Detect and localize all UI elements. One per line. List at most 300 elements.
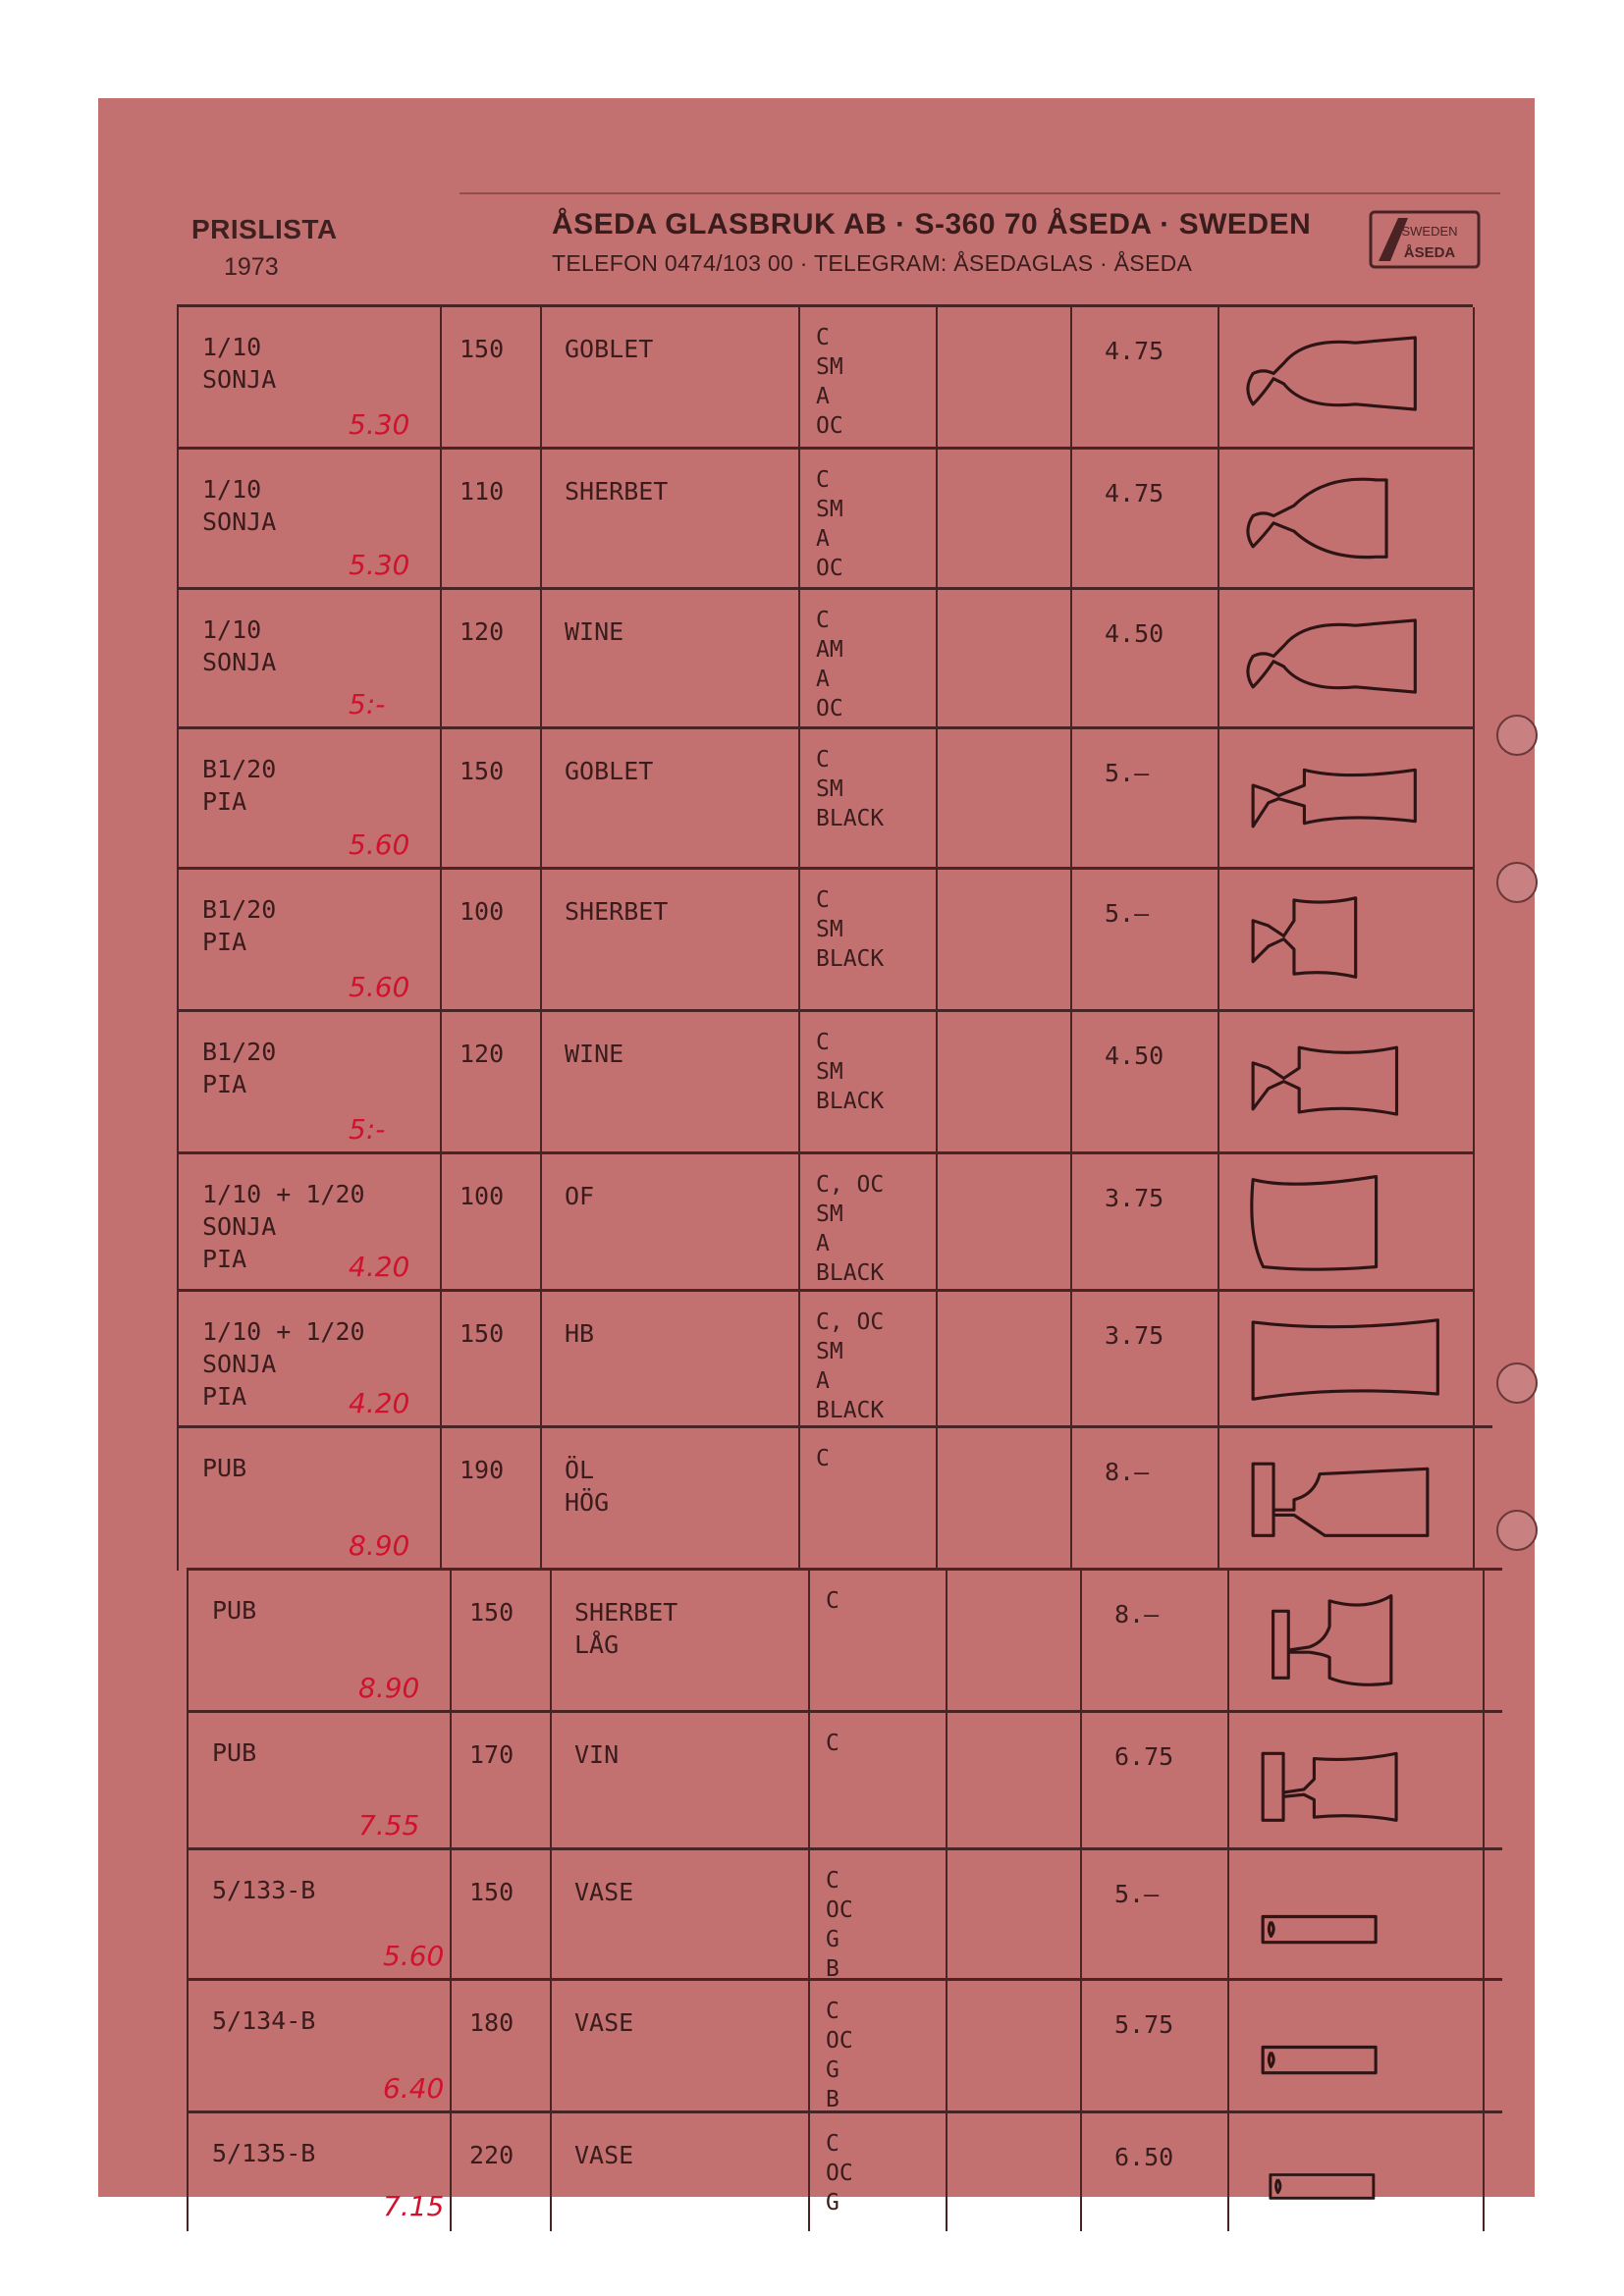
unit-price: 8.— [1114,1600,1160,1629]
document-year: 1973 [224,253,279,281]
product-name-line: HB [565,1319,595,1348]
column-divider [540,307,542,450]
product-name-line: SHERBET [574,1598,678,1627]
column-divider [1218,307,1219,450]
capacity-value: 100 [460,1182,505,1210]
column-divider [946,1571,947,1713]
column-divider [1080,2113,1082,2231]
column-divider [936,1428,938,1571]
column-divider [936,307,938,450]
column-divider [440,590,442,729]
item-code-line: PUB [212,1738,257,1767]
column-divider [1483,1850,1485,1981]
sherbet-pia-icon [1232,880,1448,992]
unit-price: 8.— [1105,1458,1150,1486]
table-row [177,587,1473,729]
handwritten-price: 5.60 [349,971,410,1003]
column-divider [1070,307,1072,450]
column-divider [187,1713,189,1850]
column-divider [936,450,938,590]
item-code-line: B1/20 [202,895,277,924]
column-divider [1070,870,1072,1012]
unit-price: 3.75 [1105,1321,1164,1350]
finish-codes [826,1997,853,2114]
column-divider [1070,1012,1072,1154]
finish-code: OC [816,556,843,581]
product-name [565,1317,594,1350]
table-row [177,1009,1473,1154]
column-divider [1483,1571,1485,1713]
column-divider [1070,1154,1072,1292]
item-code-line: PIA [202,928,247,956]
table-row [177,1289,1473,1428]
product-name [565,1454,609,1519]
unit-price: 5.— [1105,759,1150,787]
handwritten-price: 5:- [349,688,386,721]
pub-beer-icon [1232,1438,1448,1551]
column-divider [177,729,179,870]
table-row [187,1978,1502,2113]
vase-icon [1242,2123,1458,2226]
aseda-logo-icon [1369,210,1481,269]
finish-code: SM [816,1059,843,1085]
unit-price: 5.75 [1114,2010,1174,2039]
column-divider [440,1428,442,1571]
product-name-line: VASE [574,2008,634,2037]
column-divider [450,2113,452,2231]
product-name [574,1596,677,1661]
finish-code: C [826,1588,839,1614]
column-divider [187,2113,189,2231]
table-row [177,304,1473,450]
finish-codes [816,606,843,723]
table-row [177,1151,1473,1292]
column-divider [798,1012,800,1154]
finish-code: SM [816,354,843,380]
unit-price: 5.— [1114,1880,1160,1908]
column-divider [1227,1713,1229,1850]
column-divider [440,1292,442,1428]
item-code-line: SONJA [202,1350,277,1378]
table-row [177,447,1473,590]
item-code-line: B1/20 [202,755,277,783]
finish-code: C [816,887,830,913]
column-divider [946,1850,947,1981]
product-name [574,1738,619,1771]
column-divider [798,1428,800,1571]
item-code-line: 1/10 + 1/20 [202,1317,365,1346]
finish-code: C [816,1030,830,1055]
logo-brand-text: ÅSEDA [1403,244,1456,261]
document-title: PRISLISTA [191,214,338,244]
column-divider [187,1571,189,1713]
punch-hole [1496,862,1538,903]
table-row [177,726,1473,870]
column-divider [1218,870,1219,1012]
column-divider [808,1713,810,1850]
column-divider [540,870,542,1012]
column-divider [1218,590,1219,729]
item-code-line: PIA [202,1245,247,1273]
capacity-value: 150 [469,1878,514,1906]
punch-hole [1496,715,1538,756]
capacity-value: 110 [460,477,505,506]
item-code-line: 1/10 [202,615,262,644]
finish-code: C [826,1868,839,1894]
column-divider [177,450,179,590]
finish-codes [816,1444,830,1473]
column-divider [798,450,800,590]
item-code-line: SONJA [202,365,277,394]
item-code-line: 5/133-B [212,1876,316,1904]
finish-code: OC [816,696,843,721]
column-divider [540,729,542,870]
finish-codes [816,1308,884,1425]
column-divider [1218,1154,1219,1292]
column-divider [450,1850,452,1981]
column-divider [946,1981,947,2113]
pub-sherbet-icon [1242,1580,1458,1693]
old-fashioned-icon [1232,1164,1448,1277]
column-divider [450,1713,452,1850]
finish-code: SM [816,917,843,942]
column-divider [1227,1850,1229,1981]
column-divider [177,1428,179,1571]
finish-code: BLACK [816,1089,885,1114]
column-divider [798,1154,800,1292]
column-divider [1473,1428,1475,1571]
column-divider [177,1292,179,1428]
unit-price: 4.50 [1105,619,1164,648]
finish-code: SM [816,1339,843,1364]
column-divider [1070,1292,1072,1428]
product-name-line: WINE [565,1040,624,1068]
column-divider [177,1012,179,1154]
handwritten-price: 5.60 [349,828,410,861]
finish-codes [816,885,884,974]
finish-code: A [816,1368,830,1394]
capacity-value: 150 [460,335,505,363]
finish-code: C [826,2131,839,2157]
finish-code: SM [816,497,843,522]
table-row [187,2110,1502,2231]
vase-icon [1242,1860,1458,1973]
column-divider [1483,1713,1485,1850]
finish-code: BLACK [816,946,885,972]
table-row [187,1568,1502,1713]
finish-code: C, OC [816,1309,885,1335]
column-divider [1473,1154,1475,1292]
column-divider [1473,870,1475,1012]
column-divider [1227,2113,1229,2231]
capacity-value: 100 [460,897,505,926]
capacity-value: 120 [460,617,505,646]
unit-price: 4.50 [1105,1041,1164,1070]
column-divider [1070,450,1072,590]
product-name-line: ÖL [565,1456,595,1484]
sherbet-sonja-icon [1232,459,1448,572]
company-line: ÅSEDA GLASBRUK AB · S-360 70 ÅSEDA · SWEDEN [552,208,1312,240]
column-divider [177,307,179,450]
finish-code: SM [816,1201,843,1227]
goblet-sonja-icon [1232,317,1448,430]
capacity-value: 190 [460,1456,505,1484]
item-code-line: 1/10 [202,475,262,504]
handwritten-price: 4.20 [349,1251,410,1283]
finish-code: C [816,608,830,633]
product-name-line: VASE [574,2141,634,2169]
finish-code: BLACK [816,806,885,831]
finish-code: C [816,467,830,493]
column-divider [1070,729,1072,870]
pub-wine-icon [1242,1723,1458,1836]
column-divider [1473,1292,1475,1428]
column-divider [550,1850,552,1981]
finish-code: A [816,1231,830,1256]
finish-code: C, OC [816,1172,885,1198]
column-divider [440,870,442,1012]
column-divider [550,1713,552,1850]
finish-code: OC [826,2028,853,2054]
table-row [177,1425,1492,1571]
finish-code: C [816,747,830,773]
column-divider [1473,729,1475,870]
column-divider [540,1154,542,1292]
column-divider [798,307,800,450]
unit-price: 6.75 [1114,1742,1174,1771]
capacity-value: 120 [460,1040,505,1068]
product-name [565,895,668,928]
column-divider [440,1012,442,1154]
column-divider [936,590,938,729]
product-name-line: VIN [574,1740,620,1769]
item-code-line: PIA [202,787,247,816]
column-divider [187,1981,189,2113]
column-divider [808,1850,810,1981]
column-divider [550,1981,552,2113]
column-divider [798,729,800,870]
handwritten-price: 7.55 [358,1809,420,1842]
column-divider [1080,1571,1082,1713]
column-divider [540,1428,542,1571]
finish-code: G [826,2190,839,2216]
finish-code: C [816,1446,830,1471]
column-divider [798,590,800,729]
column-divider [540,1012,542,1154]
column-divider [1080,1850,1082,1981]
item-code-line: 1/10 [202,333,262,361]
item-code-line: PIA [202,1070,247,1098]
handwritten-price: 6.40 [383,2072,445,2105]
handwritten-price: 4.20 [349,1387,410,1419]
column-divider [808,2113,810,2231]
column-divider [1473,450,1475,590]
column-divider [1080,1713,1082,1850]
logo-top-text: SWEDEN [1401,224,1458,239]
finish-code: A [816,526,830,552]
item-code-line: SONJA [202,648,277,676]
finish-code: OC [826,2161,853,2186]
column-divider [1473,1012,1475,1154]
table-row [187,1847,1502,1981]
finish-code: BLACK [816,1260,885,1286]
column-divider [798,1292,800,1428]
column-divider [1080,1981,1082,2113]
column-divider [936,1292,938,1428]
finish-codes [816,323,843,441]
column-divider [440,1154,442,1292]
finish-code: C [826,1999,839,2024]
product-name [565,755,653,787]
finish-code: G [826,2057,839,2083]
product-name-line: SHERBET [565,897,669,926]
product-name [565,1180,594,1212]
column-divider [1473,307,1475,450]
column-divider [1070,590,1072,729]
finish-code: BLACK [816,1398,885,1423]
item-code-line: PUB [212,1596,257,1625]
wine-sonja-icon [1232,600,1448,713]
goblet-pia-icon [1232,739,1448,852]
column-divider [1218,729,1219,870]
capacity-value: 220 [469,2141,514,2169]
column-divider [808,1571,810,1713]
item-code-line: SONJA [202,1212,277,1241]
unit-price: 5.— [1105,899,1150,928]
column-divider [1473,590,1475,729]
finish-code: A [816,384,830,409]
table-row [177,867,1473,1012]
item-code-line: B1/20 [202,1038,277,1066]
finish-codes [816,1170,884,1288]
capacity-value: 170 [469,1740,514,1769]
finish-codes [826,2129,853,2217]
item-cell [212,2137,315,2255]
column-divider [1227,1571,1229,1713]
item-code-line: PIA [202,1382,247,1411]
finish-codes [816,1028,884,1116]
column-divider [450,1981,452,2113]
table-row [187,1710,1502,1850]
product-name-line: GOBLET [565,335,654,363]
finish-code: OC [816,413,843,439]
column-divider [550,1571,552,1713]
product-name-line: LÅG [574,1630,620,1659]
unit-price: 6.50 [1114,2143,1174,2171]
column-divider [177,590,179,729]
column-divider [936,729,938,870]
column-divider [936,1154,938,1292]
product-name-line: SHERBET [565,477,669,506]
unit-price: 3.75 [1105,1184,1164,1212]
column-divider [1218,1012,1219,1154]
finish-codes [826,1729,839,1758]
handwritten-price: 8.90 [358,1672,420,1704]
item-code-line: 5/135-B [212,2139,316,2167]
column-divider [540,450,542,590]
highball-icon [1232,1302,1448,1415]
column-divider [440,450,442,590]
product-name [574,1876,633,1908]
punch-hole [1496,1362,1538,1404]
capacity-value: 180 [469,2008,514,2037]
finish-code: C [816,325,830,350]
wine-pia-icon [1232,1022,1448,1135]
finish-code: OC [826,1897,853,1923]
column-divider [1483,1981,1485,2113]
header-rule [460,192,1500,194]
finish-code: A [816,667,830,692]
finish-code: G [826,1927,839,1952]
capacity-value: 150 [460,757,505,785]
finish-code: C [826,1731,839,1756]
column-divider [946,2113,947,2231]
column-divider [177,870,179,1012]
finish-code: B [826,2087,839,2112]
handwritten-price: 5.30 [349,408,410,441]
column-divider [936,1012,938,1154]
column-divider [440,307,442,450]
capacity-value: 150 [469,1598,514,1627]
contact-line: TELEFON 0474/103 00 · TELEGRAM: ÅSEDAGLAS · ÅSEDA [552,250,1193,276]
handwritten-price: 5.30 [349,549,410,581]
column-divider [540,590,542,729]
unit-price: 4.75 [1105,337,1164,365]
product-name-line: OF [565,1182,595,1210]
product-name [565,1038,623,1070]
item-code-line: SONJA [202,507,277,536]
column-divider [1218,450,1219,590]
finish-code: B [826,1956,839,1982]
item-code-line: PUB [202,1454,247,1482]
column-divider [1218,1428,1219,1571]
handwritten-price: 8.90 [349,1529,410,1562]
unit-price: 4.75 [1105,479,1164,507]
handwritten-price: 7.15 [383,2190,445,2222]
product-name [565,615,623,648]
column-divider [808,1981,810,2113]
column-divider [1218,1292,1219,1428]
item-code-line: 5/134-B [212,2006,316,2035]
handwritten-price: 5.60 [383,1940,445,1972]
column-divider [540,1292,542,1428]
finish-code: AM [816,637,843,663]
column-divider [1227,1981,1229,2113]
product-name [565,333,653,365]
finish-codes [826,1866,853,1984]
finish-code: SM [816,776,843,802]
column-divider [177,1154,179,1292]
finish-codes [826,1586,839,1616]
column-divider [187,1850,189,1981]
product-name-line: WINE [565,617,624,646]
column-divider [1070,1428,1072,1571]
product-name-line: VASE [574,1878,634,1906]
item-code-line: 1/10 + 1/20 [202,1180,365,1208]
product-name-line: GOBLET [565,757,654,785]
column-divider [450,1571,452,1713]
column-divider [798,870,800,1012]
column-divider [946,1713,947,1850]
column-divider [936,870,938,1012]
product-name-line: HÖG [565,1488,610,1517]
column-divider [1483,2113,1485,2231]
finish-codes [816,465,843,583]
product-name [574,2006,633,2039]
product-name [574,2139,633,2171]
product-name [565,475,668,507]
column-divider [440,729,442,870]
